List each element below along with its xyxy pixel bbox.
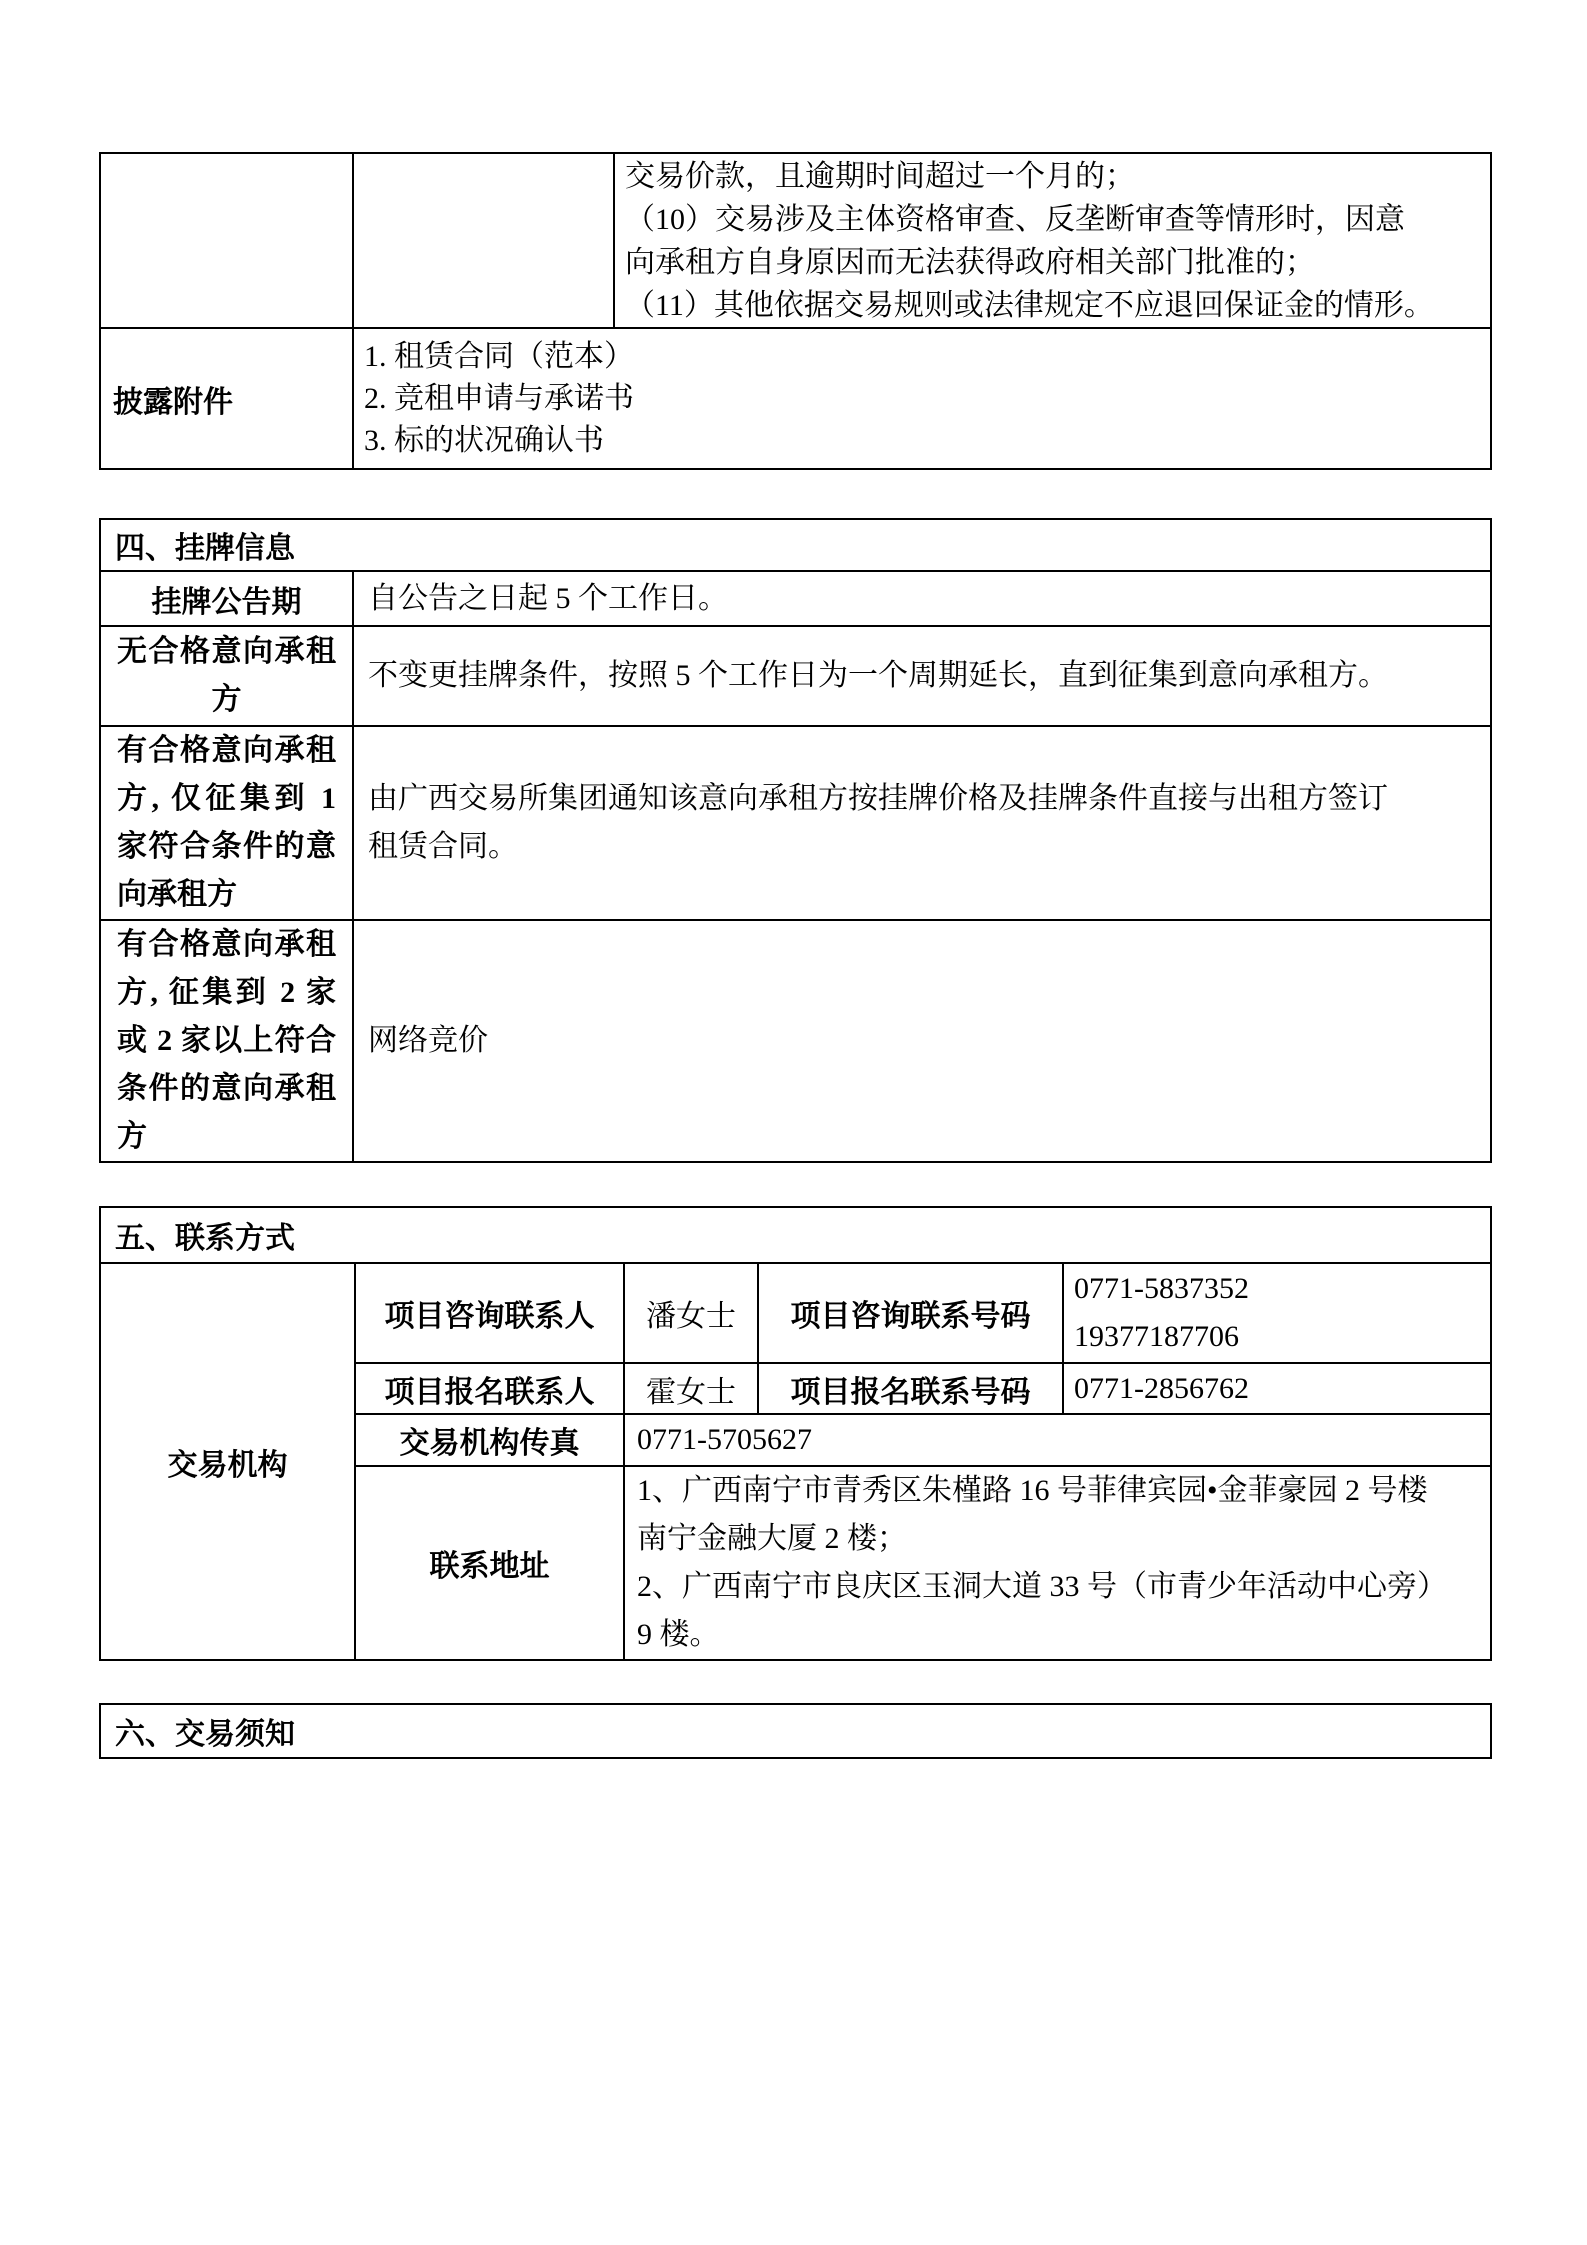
signup-phone-number: 0771-2856762 bbox=[1063, 1363, 1491, 1414]
section-title-contact-info: 五、联系方式 bbox=[100, 1207, 1491, 1263]
one-qualified-tenant-value: 由广西交易所集团通知该意向承租方按挂牌价格及挂牌条件直接与出租方签订 租赁合同。 bbox=[353, 726, 1491, 920]
trading-notes-table bbox=[99, 1703, 1492, 1759]
address-line: 南宁金融大厦 2 楼； bbox=[637, 1522, 907, 1555]
disclosure-attachments-cell bbox=[353, 328, 1491, 469]
deposit-terms-continuation-cell bbox=[614, 153, 1491, 328]
section-title-trading-notes: 六、交易须知 bbox=[100, 1704, 1491, 1758]
signup-contact-label: 项目报名联系人 bbox=[355, 1363, 624, 1414]
signup-phone-label: 项目报名联系号码 bbox=[758, 1363, 1063, 1414]
attachment-item: 1. 租赁合同（范本） bbox=[364, 339, 634, 373]
one-qualified-tenant-label: 有合格意向承租 方, 仅征集到 1 家符合条件的意 向承租方 bbox=[100, 726, 353, 920]
empty-sublabel-cell bbox=[353, 153, 614, 328]
listing-info-table bbox=[99, 518, 1492, 1163]
consult-contact-label: 项目咨询联系人 bbox=[355, 1263, 624, 1363]
consult-phone-label: 项目咨询联系号码 bbox=[758, 1263, 1063, 1363]
contact-address-cell bbox=[624, 1466, 1491, 1660]
contact-info-table bbox=[99, 1206, 1492, 1661]
no-qualified-tenant-label: 无合格意向承租 方 bbox=[100, 626, 353, 726]
contact-address-label: 联系地址 bbox=[355, 1466, 624, 1660]
no-qualified-tenant-value: 不变更挂牌条件，按照 5 个工作日为一个周期延长，直到征集到意向承租方。 bbox=[353, 626, 1491, 726]
listing-period-label: 挂牌公告期 bbox=[100, 571, 353, 626]
attachment-item: 2. 竞租申请与承诺书 bbox=[364, 381, 634, 415]
empty-label-cell bbox=[100, 153, 353, 328]
disclosure-attachments-label: 披露附件 bbox=[100, 328, 353, 469]
address-line: 1、广西南宁市青秀区朱槿路 16 号菲律宾园•金菲豪园 2 号楼 bbox=[637, 1474, 1428, 1507]
phone-number: 0771-5837352 bbox=[1074, 1272, 1249, 1305]
section-title-listing-info: 四、挂牌信息 bbox=[100, 519, 1491, 571]
listing-period-value: 自公告之日起 5 个工作日。 bbox=[353, 571, 1491, 626]
phone-number: 19377187706 bbox=[1074, 1320, 1239, 1353]
fax-number: 0771-5705627 bbox=[624, 1414, 1491, 1466]
consult-contact-name: 潘女士 bbox=[624, 1263, 758, 1363]
attachment-item: 3. 标的状况确认书 bbox=[364, 423, 604, 457]
multiple-qualified-tenants-value: 网络竞价 bbox=[353, 920, 1491, 1162]
fax-label: 交易机构传真 bbox=[355, 1414, 624, 1466]
address-line: 9 楼。 bbox=[637, 1618, 720, 1651]
trading-institution-label: 交易机构 bbox=[100, 1263, 355, 1660]
consult-phone-numbers bbox=[1063, 1263, 1491, 1363]
deposit-term-line: （11）其他依据交易规则或法律规定不应退回保证金的情形。 bbox=[625, 288, 1434, 322]
deposit-term-line: （10）交易涉及主体资格审查、反垄断审查等情形时，因意 bbox=[625, 202, 1405, 236]
multiple-qualified-tenants-label: 有合格意向承租 方, 征集到 2 家 或 2 家以上符合 条件的意向承租 方 bbox=[100, 920, 353, 1162]
deposit-term-line: 向承租方自身原因而无法获得政府相关部门批准的； bbox=[625, 245, 1315, 279]
signup-contact-name: 霍女士 bbox=[624, 1363, 758, 1414]
address-line: 2、广西南宁市良庆区玉洞大道 33 号（市青少年活动中心旁） bbox=[637, 1570, 1447, 1603]
deposit-term-line: 交易价款，且逾期时间超过一个月的； bbox=[625, 159, 1135, 193]
deposit-terms-table bbox=[99, 152, 1492, 470]
